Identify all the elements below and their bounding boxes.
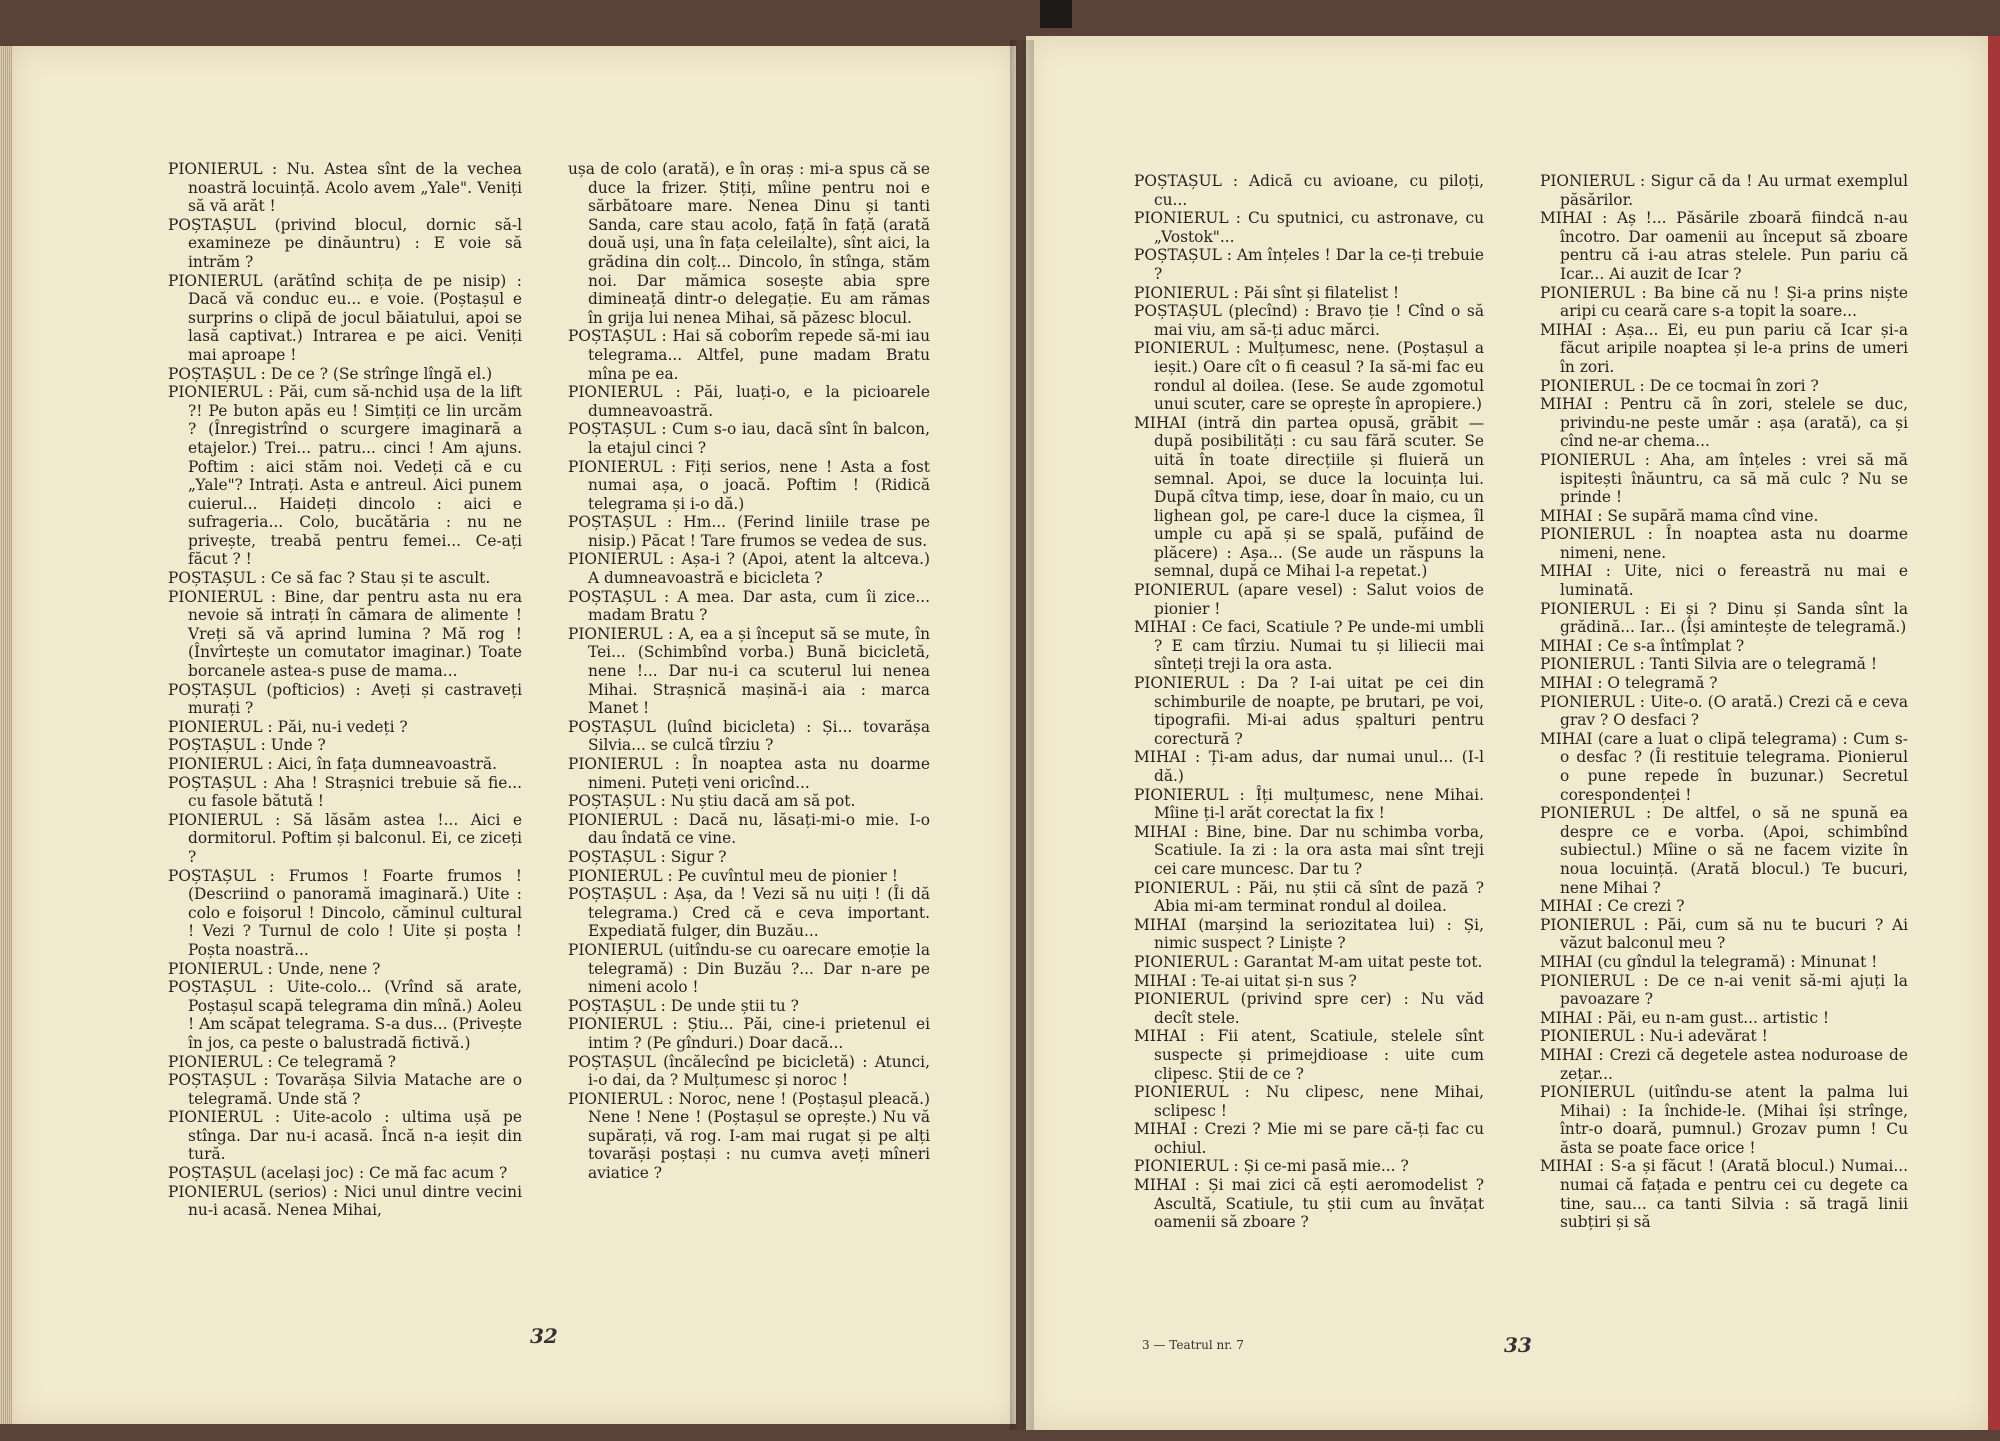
dialogue-line: PIONIERUL : Păi, cum să-nchid ușa de la lift ?! Pe buton apăs eu ! Simțiți ce lin urcăm ? (Înregistrînd o scurgere imaginară a etajelor.) Trei... patru... cinci ! Am ajuns. Poftim : aici stăm noi. Vedeți că e cu „Yale"? Intrați. Asta e antreul. Aici punem cuierul... Haideți dincolo : aici e sufrageria... Colo, bucătăria : nu ne privește, treabă pentru femei... Ce-ați făcut ? ! bbox=[168, 383, 522, 569]
dialogue-line: POȘTAȘUL : Nu știu dacă am să pot. bbox=[568, 792, 856, 811]
dialogue-line: PIONIERUL : Așa-i ? (Apoi, atent la altceva.) A dumneavoastră e bicicleta ? bbox=[568, 550, 930, 588]
dialogue-line: POȘTAȘUL (plecînd) : Bravo ție ! Cînd o să mai viu, am să-ți aduc mărci. bbox=[1134, 302, 1484, 339]
dialogue-line: POȘTAȘUL : Aha ! Strașnici trebuie să fie... cu fasole bătută ! bbox=[168, 773, 522, 811]
dialogue-line: MIHAI : Ți-am adus, dar numai unul... (I-l dă.) bbox=[1134, 748, 1484, 785]
dialogue-line: PIONIERUL : Nu-i adevărat ! bbox=[1540, 1027, 1768, 1046]
page-footer: 3 — Teatrul nr. 7 bbox=[1142, 1338, 1244, 1352]
dialogue-line: PIONIERUL : Fiți serios, nene ! Asta a fost numai așa, o joacă. Poftim ! (Ridică telegrama și i-o dă.) bbox=[568, 457, 930, 513]
dialogue-line: PIONIERUL : Păi sînt și filatelist ! bbox=[1134, 283, 1400, 302]
dialogue-line: MIHAI : Și mai zici că ești aeromodelist ? Ascultă, Scatiule, tu știi cum au învățat oamenii să zboare ? bbox=[1134, 1176, 1484, 1232]
dialogue-line: POȘTAȘUL (același joc) : Ce mă fac acum ? bbox=[168, 1164, 508, 1183]
dialogue-line: PIONIERUL : Noroc, nene ! (Poștașul pleacă.) Nene ! Nene ! (Poștașul se oprește.) Nu vă supărați, vă rog. I-am mai rugat și pe alți tovarăși poștași : nu cumva aveți mîneri aviatice ? bbox=[568, 1089, 930, 1183]
dialogue-line: POȘTAȘUL : Unde ? bbox=[168, 736, 326, 755]
dialogue-line: POȘTAȘUL : Adică cu avioane, cu piloți, cu... bbox=[1134, 172, 1484, 209]
dialogue-line: POȘTAȘUL : De unde știi tu ? bbox=[568, 996, 799, 1015]
dialogue-line: POȘTAȘUL (privind blocul, dornic să-l examineze pe dinăuntru) : E voie să intrăm ? bbox=[168, 215, 522, 271]
dialogue-line: MIHAI (cu gîndul la telegramă) : Minunat ! bbox=[1540, 952, 1878, 971]
dialogue-line: POȘTAȘUL (luînd bicicleta) : Și... tovarășa Silvia... se culcă tîrziu ? bbox=[568, 717, 930, 755]
dialogue-line: POȘTAȘUL : Am înțeles ! Dar la ce-ți trebuie ? bbox=[1134, 246, 1484, 283]
book-spine bbox=[1010, 40, 1034, 1430]
dialogue-line: MIHAI : Te-ai uitat și-n sus ? bbox=[1134, 971, 1357, 990]
dialogue-line: MIHAI : Păi, eu n-am gust... artistic ! bbox=[1540, 1008, 1830, 1027]
dialogue-line: PIONIERUL : Sigur că da ! Au urmat exemplul păsărilor. bbox=[1540, 172, 1908, 209]
dialogue-line: MIHAI (care a luat o clipă telegrama) : Cum s-o desfac ? (Îi restituie telegrama. Pionierul o pune repede în buzunar.) Secretul corespondenței ! bbox=[1540, 729, 1908, 804]
dialogue-line: MIHAI : Pentru că în zori, stelele se duc, privindu-ne peste umăr : așa (arată), ca și cînd ne-ar chema... bbox=[1540, 395, 1908, 451]
dialogue-line: POȘTAȘUL : Hm... (Ferind liniile trase pe nisip.) Păcat ! Tare frumos se vedea de sus. bbox=[568, 513, 930, 550]
right-page-column-1 bbox=[1134, 172, 1484, 1232]
dialogue-line: PIONIERUL : De ce tocmai în zori ? bbox=[1540, 376, 1819, 395]
dialogue-line: POȘTAȘUL : Cum s-o iau, dacă sînt în balcon, la etajul cinci ? bbox=[568, 420, 930, 457]
book-edge-right bbox=[1988, 36, 2000, 1430]
dialogue-line: PIONIERUL : Uite-acolo : ultima ușă pe stînga. Dar nu-i acasă. Încă n-a ieșit din tură. bbox=[168, 1108, 522, 1164]
dialogue-line: PIONIERUL : Să lăsăm astea !... Aici e dormitorul. Poftim și balconul. Ei, ce ziceți ? bbox=[168, 810, 522, 866]
dialogue-line: MIHAI : Crezi ? Mie mi se pare că-ți fac cu ochiul. bbox=[1134, 1120, 1484, 1157]
dialogue-line: MIHAI : Uite, nici o fereastră nu mai e luminată. bbox=[1540, 562, 1908, 600]
dialogue-line: PIONIERUL (uitîndu-se cu oarecare emoție la telegramă) : Din Buzău ?... Dar n-are pe nimeni acolo ! bbox=[568, 940, 930, 997]
dialogue-line: PIONIERUL : Garantat M-am uitat peste tot. bbox=[1134, 952, 1483, 971]
dialogue-line: PIONIERUL : De ce n-ai venit să-mi ajuți la pavoazare ? bbox=[1540, 971, 1908, 1009]
dialogue-line: PIONIERUL : Dacă nu, lăsați-mi-o mie. I-o dau îndată ce vine. bbox=[568, 810, 930, 848]
dialogue-line: PIONIERUL : Ei și ? Dinu și Sanda sînt la grădină... Iar... (Își amintește de telegramă.) bbox=[1540, 599, 1908, 637]
dialogue-line: PIONIERUL : Ba bine că nu ! Și-a prins niște aripi cu ceară care s-a topit la soare... bbox=[1540, 283, 1908, 321]
dialogue-line: PIONIERUL : Păi, luați-o, e la picioarele dumneavoastră. bbox=[568, 383, 930, 420]
dialogue-line: POȘTAȘUL : Sigur ? bbox=[568, 847, 727, 866]
left-page bbox=[12, 46, 1016, 1424]
dialogue-line: PIONIERUL : Uite-o. (O arată.) Crezi că e ceva grav ? O desfaci ? bbox=[1540, 692, 1908, 730]
dialogue-line: POȘTAȘUL (pofticios) : Aveți și castraveți murați ? bbox=[168, 680, 522, 718]
dialogue-line: PIONIERUL : Pe cuvîntul meu de pionier ! bbox=[568, 866, 898, 885]
dialogue-line: PIONIERUL : Tanti Silvia are o telegramă ! bbox=[1540, 655, 1878, 674]
dialogue-line: PIONIERUL : Și ce-mi pasă mie... ? bbox=[1134, 1157, 1409, 1176]
dialogue-line: POȘTAȘUL : Așa, da ! Vezi să nu uiți ! (Îi dă telegrama.) Cred că e ceva important. Expediată fulger, din Buzău... bbox=[568, 885, 930, 941]
dialogue-line: POȘTAȘUL : A mea. Dar asta, cum îi zice... madam Bratu ? bbox=[568, 587, 930, 625]
dialogue-line: MIHAI : S-a și făcut ! (Arată blocul.) Numai... numai că fațada e pentru cei cu degete ca tine, sau... ca tanti Silvia : să tragă linii subțiri și să bbox=[1540, 1157, 1908, 1232]
dialogue-line: MIHAI : Fii atent, Scatiule, stelele sînt suspecte și primejdioase : uite cum clipesc. Știi de ce ? bbox=[1134, 1027, 1484, 1083]
dialogue-line: POȘTAȘUL : Frumos ! Foarte frumos ! (Descriind o panoramă imaginară.) Uite : colo e foișorul ! Dincolo, căminul cultural ! Vezi ? Turnul de colo ! Uite și poșta ! Poșta noastră... bbox=[168, 866, 522, 959]
dialogue-line: MIHAI : Aș !... Păsările zboară fiindcă n-au încotro. Dar oamenii au început să zboare pentru că i-au atras stelele. Pun pariu că Icar... Ai auzit de Icar ? bbox=[1540, 209, 1908, 283]
dialogue-line: PIONIERUL : Păi, cum să nu te bucuri ? Ai văzut balconul meu ? bbox=[1540, 915, 1908, 953]
page-number-left: 32 bbox=[530, 1324, 558, 1348]
dialogue-line: PIONIERUL : Păi, nu știi că sînt de pază ? Abia mi-am terminat rondul al doilea. bbox=[1134, 878, 1484, 916]
dialogue-line: PIONIERUL (serios) : Nici unul dintre vecini nu-i acasă. Nenea Mihai, bbox=[168, 1182, 522, 1220]
dialogue-line: MIHAI (intră din partea opusă, grăbit — după posibilități : cu sau fără scuter. Se uită în toate direcțiile și fluieră un semnal. Apoi, se duce la locuința lui. După cîtva timp, iese, doar în maio, cu un lighean gol, pe care-l duce la cișmea, îl umple cu apă și se spală, pufăind de plăcere) : Așa... (Se aude un răspuns la semnal, după ce Mihai l-a repetat.) bbox=[1134, 413, 1484, 581]
dialogue-line: PIONIERUL : Mulțumesc, nene. (Poștașul a ieșit.) Oare cît o fi ceasul ? Ia să-mi fac eu rondul al doilea. (Iese. Se aude zgomotul unui scuter, care se oprește în apropiere.) bbox=[1134, 339, 1484, 414]
dialogue-line: PIONIERUL : Cu sputnici, cu astronave, cu „Vostok"... bbox=[1134, 209, 1484, 246]
dialogue-line: MIHAI : Bine, bine. Dar nu schimba vorba, Scatiule. Ia zi : la ora asta mai sînt treji cei care muncesc. Dar tu ? bbox=[1134, 822, 1484, 878]
dialogue-line: POȘTAȘUL : Hai să coborîm repede să-mi iau telegrama... Altfel, pune madam Bratu mîna pe ea. bbox=[568, 327, 930, 383]
dialogue-line: MIHAI : Ce faci, Scatiule ? Pe unde-mi umbli ? E cam tîrziu. Numai tu și liliecii mai sînteți treji la ora asta. bbox=[1134, 618, 1484, 674]
dialogue-line: PIONIERUL : Știu... Păi, cine-i prietenul ei intim ? (Pe gînduri.) Doar dacă... bbox=[568, 1015, 930, 1052]
dialogue-line: PIONIERUL (privind spre cer) : Nu văd decît stele. bbox=[1134, 990, 1484, 1027]
dialogue-line: POȘTAȘUL : Ce să fac ? Stau și te ascult. bbox=[168, 569, 491, 588]
dialogue-line: MIHAI : Așa... Ei, eu pun pariu că Icar și-a făcut aripile noaptea și le-a prins de umeri în zori. bbox=[1540, 320, 1908, 376]
dialogue-line: MIHAI : Crezi că degetele astea noduroase de zețar... bbox=[1540, 1045, 1908, 1083]
dialogue-line: POȘTAȘUL (încălecînd pe bicicletă) : Atunci, i-o dai, da ? Mulțumesc și noroc ! bbox=[568, 1052, 930, 1090]
dialogue-line: PIONIERUL (arătînd schița de pe nisip) : Dacă vă conduc eu... e voie. (Poștașul e surprins o clipă de jocul băiatului, apoi se lasă captivat.) Intrarea e pe aici. Veniți mai aproape ! bbox=[168, 271, 522, 364]
dialogue-line: POȘTAȘUL : Uite-colo... (Vrînd să arate, Poștașul scapă telegrama din mînă.) Aoleu ! Am scăpat telegrama. S-a dus... (Privește în jos, ca peste o balustradă fictivă.) bbox=[168, 978, 522, 1052]
dialogue-line: PIONIERUL : A, ea a și început să se mute, în Tei... (Schimbînd vorba.) Bună bicicletă, nene !... Dar nu-i ca scuterul lui nenea Mihai. Strașnică mașină-i aia : marca Manet ! bbox=[568, 624, 930, 718]
book-edge-left bbox=[0, 46, 12, 1424]
dialogue-line: PIONIERUL : Ce telegramă ? bbox=[168, 1052, 396, 1071]
dialogue-line: PIONIERUL : În noaptea asta nu doarme nimeni. Puteți veni oricînd... bbox=[568, 755, 930, 792]
left-page-column-1 bbox=[168, 160, 522, 1220]
dialogue-line: POȘTAȘUL : De ce ? (Se strînge lîngă el.) bbox=[168, 364, 493, 383]
left-page-column-2 bbox=[568, 160, 930, 1183]
dialogue-line: PIONIERUL : Unde, nene ? bbox=[168, 959, 381, 978]
dialogue-line: PIONIERUL (apare vesel) : Salut voios de pionier ! bbox=[1134, 581, 1484, 618]
dialogue-line: PIONIERUL : În noaptea asta nu doarme nimeni, nene. bbox=[1540, 525, 1908, 562]
dialogue-line: PIONIERUL : Da ? I-ai uitat pe cei din schimburile de noapte, pe brutari, pe voi, tipografii. Mi-ai adus șpalturi pentru corectură ? bbox=[1134, 674, 1484, 748]
dialogue-line: PIONIERUL : Îți mulțumesc, nene Mihai. Mîine ți-l arăt corectat la fix ! bbox=[1134, 785, 1484, 823]
right-page-column-2 bbox=[1540, 172, 1908, 1232]
dialogue-line: ușa de colo (arată), e în oraș : mi-a spus că se duce la frizer. Știți, mîine pentru noi e sărbătoare mare. Nenea Dinu și tanti Sanda, care stau acolo, față în față (arată două uși, una în fața celeilalte), sînt aici, la grădina din colț... Dincolo, în stînga, stăm noi. Dar mămica sosește abia spre dimineață dintr-o delegație. Eu am rămas în grija lui nenea Mihai, să păzesc blocul. bbox=[568, 160, 930, 327]
dialogue-line: PIONIERUL : Nu. Astea sînt de la vechea noastră locuință. Acolo avem „Yale". Veniți să vă arăt ! bbox=[168, 160, 522, 216]
dialogue-line: MIHAI : Se supără mama cînd vine. bbox=[1540, 506, 1819, 525]
right-page bbox=[1026, 36, 1988, 1430]
dialogue-line: PIONIERUL : Aici, în fața dumneavoastră. bbox=[168, 755, 497, 773]
page-number-right: 33 bbox=[1504, 1333, 1532, 1357]
dialogue-line: PIONIERUL : Nu clipesc, nene Mihai, sclipesc ! bbox=[1134, 1083, 1484, 1120]
dialogue-line: MIHAI : O telegramă ? bbox=[1540, 674, 1718, 693]
dialogue-line: POȘTAȘUL : Tovarășa Silvia Matache are o telegramă. Unde stă ? bbox=[168, 1071, 522, 1108]
dialogue-line: PIONIERUL : De altfel, o să ne spună ea despre ce e vorba. (Apoi, schimbînd subiectul.) Mîine o să ne facem vizite în noua locuință. (Arată blocul.) Te bucuri, nene Mihai ? bbox=[1540, 804, 1908, 897]
dialogue-line: PIONIERUL : Aha, am înțeles : vrei să mă ispitești înăuntru, ca să mă culc ? Nu se prinde ! bbox=[1540, 450, 1908, 507]
dialogue-line: PIONIERUL (uitîndu-se atent la palma lui Mihai) : Ia închide-le. (Mihai își strînge, într-o doară, pumnul.) Grozav pumn ! Cu ăsta se poate face orice ! bbox=[1540, 1083, 1908, 1157]
book-tab bbox=[1040, 0, 1072, 28]
dialogue-line: PIONIERUL : Bine, dar pentru asta nu era nevoie să intrați în cămara de alimente ! Vreți să vă aprind lumina ? Mă rog ! (Învîrtește un comutator imaginar.) Toate borcanele astea-s puse de mama... bbox=[168, 587, 522, 681]
dialogue-line: MIHAI (marșind la seriozitatea lui) : Și, nimic suspect ? Liniște ? bbox=[1134, 915, 1484, 953]
dialogue-line: MIHAI : Ce crezi ? bbox=[1540, 897, 1685, 916]
dialogue-line: PIONIERUL : Păi, nu-i vedeți ? bbox=[168, 717, 408, 736]
dialogue-line: MIHAI : Ce s-a întîmplat ? bbox=[1540, 636, 1745, 655]
